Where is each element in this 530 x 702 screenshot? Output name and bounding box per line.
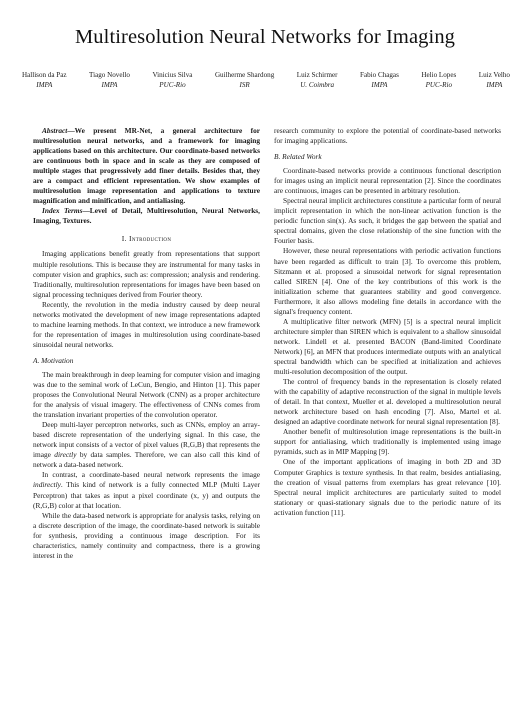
author-affiliation: U. Coimbra: [300, 81, 335, 89]
index-terms-label: Index Terms: [42, 206, 83, 216]
author-name: Vinicius Silva: [152, 71, 193, 79]
paragraph-text: . This kind of network is a fully connected MLP (Multi Layer Perceptron) that takes as input a pixel coordinate (x, y) and outputs the (R,G,B) color at that location.: [33, 480, 260, 510]
paper-title: Multiresolution Neural Networks for Imaging: [74, 26, 456, 48]
author-name: Tiago Novello: [89, 71, 130, 79]
paragraph-text: by data samples. Therefore, we can also call this kind of network a data-based network.: [33, 450, 260, 470]
author-name: Luiz Velho: [478, 71, 510, 79]
index-terms-text: —Level of Detail, Multiresolution, Neural Networks, Imaging, Textures.: [33, 206, 260, 226]
author: [22, 70, 67, 90]
paragraph: Recently, the revolution in the media industry caused by deep neural networks motivated the development of new image representations adapted to machine learning methods. In that context, we introduce a new framework for the representation of images in multiresolution using coordinate-based sinusoidal neural networks.: [33, 299, 260, 349]
index-terms: [33, 206, 260, 226]
paragraph: [33, 420, 260, 470]
abstract-label: Abstract: [42, 126, 68, 135]
author: [89, 70, 130, 90]
paragraph: However, these neural representations with periodic activation functions have been regarded as difficult to train [3]. To overcome this problem, Sitzmann et al. proposed a sinusoidal network for signal representation called SIREN [4]. One of the key contributions of this work is the initialization scheme that guarantees stability and good convergence. Furthermore, it also allows modeling fine details in accordance with the signal's frequency content.: [274, 246, 501, 316]
author-name: Guilherme Shardong: [214, 71, 275, 79]
paragraph: The main breakthrough in deep learning for computer vision and imaging was due to the seminal work of LeCun, Bengio, and Hinton [1]. This paper proposes the Convolutional Neural Network (CNN) as a proper architecture for the analysis of visual imagery. The effectiveness of CNNs comes from the translation invariant properties of the convolution operator.: [33, 369, 260, 420]
subsection-heading-related-work: B. Related Work: [274, 152, 322, 162]
section-heading-introduction: I. Introduction: [121, 234, 172, 244]
author: [421, 70, 456, 90]
author-name: Helio Lopes: [421, 71, 457, 79]
paragraph: research community to explore the potential of coordinate-based networks for imaging applications.: [274, 126, 501, 146]
author-name: Hallison da Paz: [22, 71, 67, 79]
emphasis-text: indirectly: [33, 480, 61, 490]
right-column: [274, 126, 501, 518]
author: [360, 70, 399, 90]
paragraph: The control of frequency bands in the representation is closely related with the capability of adaptive reconstruction of the signal in multiple levels of detail. In that context, Mueller et al. developed a multiresolution neural network architecture based on hash encoding [7]. Also, Martel et al. designed an adaptive coordinate network for neural signal representation [8].: [274, 377, 501, 427]
paragraph: Another benefit of multiresolution image representations is the built-in support for antialiasing, which traditionally is implemented using image pyramids, such as in MIP Mapping [9].: [274, 427, 501, 457]
left-column: [33, 126, 260, 561]
author-name: Luiz Schirmer: [296, 71, 338, 79]
abstract: [33, 126, 260, 206]
paragraph-text: In contrast, a coordinate-based neural network represents the image: [42, 470, 260, 480]
paragraph: One of the important applications of imaging in both 2D and 3D Computer Graphics is texture synthesis. In that realm, besides antialiasing, the creation of visual patterns from exemplars has great relevance [10]. Spectral neural implicit architectures are particularly suited to model stationary or quasi-stationary signals due to the periodic nature of its activation function [11].: [274, 457, 501, 517]
author-affiliation: PUC-Rio: [425, 81, 452, 89]
author-affiliation: IMPA: [101, 81, 118, 89]
paragraph: Imaging applications benefit greatly from representations that support multiple resolutions. This is because they are instrumental for many tasks in computer vision and graphics, such as: compression; analysis and rendering. Traditionally, multiresolution representations for images have been based on signal processing techniques derived from Fourier theory.: [33, 249, 260, 299]
author: [152, 70, 192, 90]
emphasis-text: directly: [54, 450, 77, 460]
author-affiliation: ISR: [239, 81, 250, 89]
author: [479, 70, 510, 90]
paragraph: Coordinate-based networks provide a continuous functional description for images using an implicit neural representation [2]. Since the coordinates are continuous, images can be presented in arbitrary resolution.: [274, 166, 501, 196]
author: [297, 70, 338, 90]
subsection-heading-motivation: A. Motivation: [33, 355, 74, 365]
paragraph: A multiplicative filter network (MFN) [5] is a spectral neural implicit architecture simpler than SIREN which is equivalent to a shallow sinusoidal network. Lindell et al. presented BACON (Band-limited Coordinate Network) [6], an MFN that produces intermediate outputs with an analytical spectral bandwidth which can be specified at initialization and achieves multi-resolution decomposition of the output.: [274, 316, 501, 377]
author-affiliation: IMPA: [36, 81, 53, 89]
author-list: [22, 70, 510, 90]
author-affiliation: IMPA: [371, 81, 388, 89]
paragraph-text: Deep multi-layer perceptron networks, such as CNNs, employ an array-based discrete representation of the underlying signal. In this case, the network input consists of a vector of pixel values (R,G,B) that represents the image: [33, 420, 260, 460]
paragraph: [33, 470, 260, 510]
paragraph: While the data-based network is appropriate for analysis tasks, relying on a discrete description of the image, the coordinate-based network is suitable for synthesis, providing a continuous image description. For its characteristics, namely continuity and compactness, there is a growing interest in the: [33, 510, 260, 560]
author-affiliation: IMPA: [486, 81, 503, 89]
author: [215, 70, 274, 90]
author-affiliation: PUC-Rio: [159, 81, 186, 89]
paragraph: Spectral neural implicit architectures constitute a particular form of neural implicit representation in which the non-linear activation function is the periodic function sin(x). As such, it bridges the gap between the spatial and spectral domains, given the close relationship of the sine function with the Fourier basis.: [274, 196, 501, 246]
abstract-text: —We present MR-Net, a general architecture for multiresolution neural networks, and a framework for imaging applications based on this architecture. Our coordinate-based networks are continuous both in space and in scale as they are composed of multiple stages that progressively add finer details. Besides that, they are a compact and efficient representation. We show examples of multiresolution image representation and applications to texture magnification and minification, and antialiasing.: [33, 126, 260, 206]
author-name: Fabio Chagas: [360, 71, 399, 79]
